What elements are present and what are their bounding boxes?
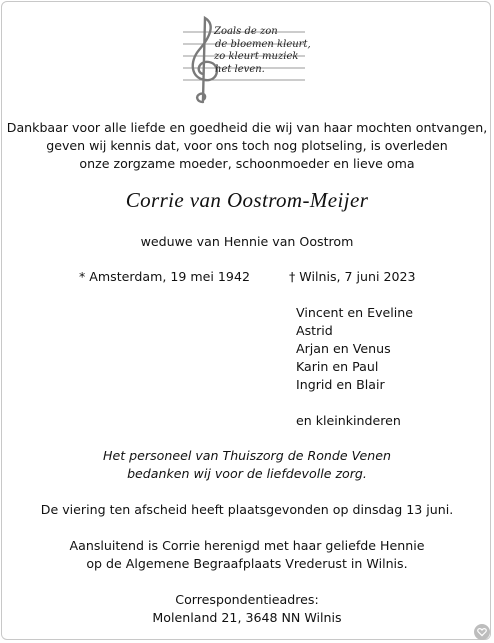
death-line: † Wilnis, 7 juni 2023 [289, 269, 416, 284]
obituary-card [1, 1, 491, 640]
thanks-line-1: Het personeel van Thuiszorg de Ronde Venen [103, 448, 391, 463]
family-member: Astrid [296, 323, 333, 338]
burial-line-2: op de Algemene Begraafplaats Vrederust in Wilnis. [86, 556, 408, 571]
family-member: Vincent en Eveline [296, 305, 414, 320]
intro-line-3: onze zorgzame moeder, schoonmoeder en lieve oma [79, 156, 415, 171]
verse-line: Zoals de zon [214, 26, 278, 37]
deceased-name: Corrie van Oostrom-Meijer [125, 188, 369, 212]
family-member: Ingrid en Blair [296, 377, 385, 392]
family-member: Karin en Paul [296, 359, 379, 374]
thanks-line-2: bedanken wij voor de liefdevolle zorg. [127, 466, 367, 481]
birth-line: * Amsterdam, 19 mei 1942 [79, 269, 250, 284]
ceremony-line: De viering ten afscheid heeft plaatsgevonden op dinsdag 13 juni. [40, 502, 454, 517]
verse-line: zo kleurt muziek [214, 51, 299, 62]
spouse-line: weduwe van Hennie van Oostrom [140, 234, 354, 249]
grandchildren-line: en kleinkinderen [296, 413, 401, 428]
correspondence-label: Correspondentieadres: [175, 592, 319, 607]
burial-line-1: Aansluitend is Corrie herenigd met haar geliefde Hennie [69, 538, 425, 553]
family-member: Arjan en Venus [296, 341, 391, 356]
verse [214, 26, 311, 76]
correspondence-address: Molenland 21, 3648 NN Wilnis [152, 610, 342, 625]
heart-icon[interactable] [474, 624, 490, 640]
verse-line: de bloemen kleurt, [215, 38, 311, 50]
verse-line: het leven. [215, 63, 265, 75]
intro-line-2: geven wij kennis dat, voor ons toch nog plotseling, is overleden [46, 138, 448, 153]
intro-line-1: Dankbaar voor alle liefde en goedheid die wij van haar mochten ontvangen, [6, 120, 488, 135]
